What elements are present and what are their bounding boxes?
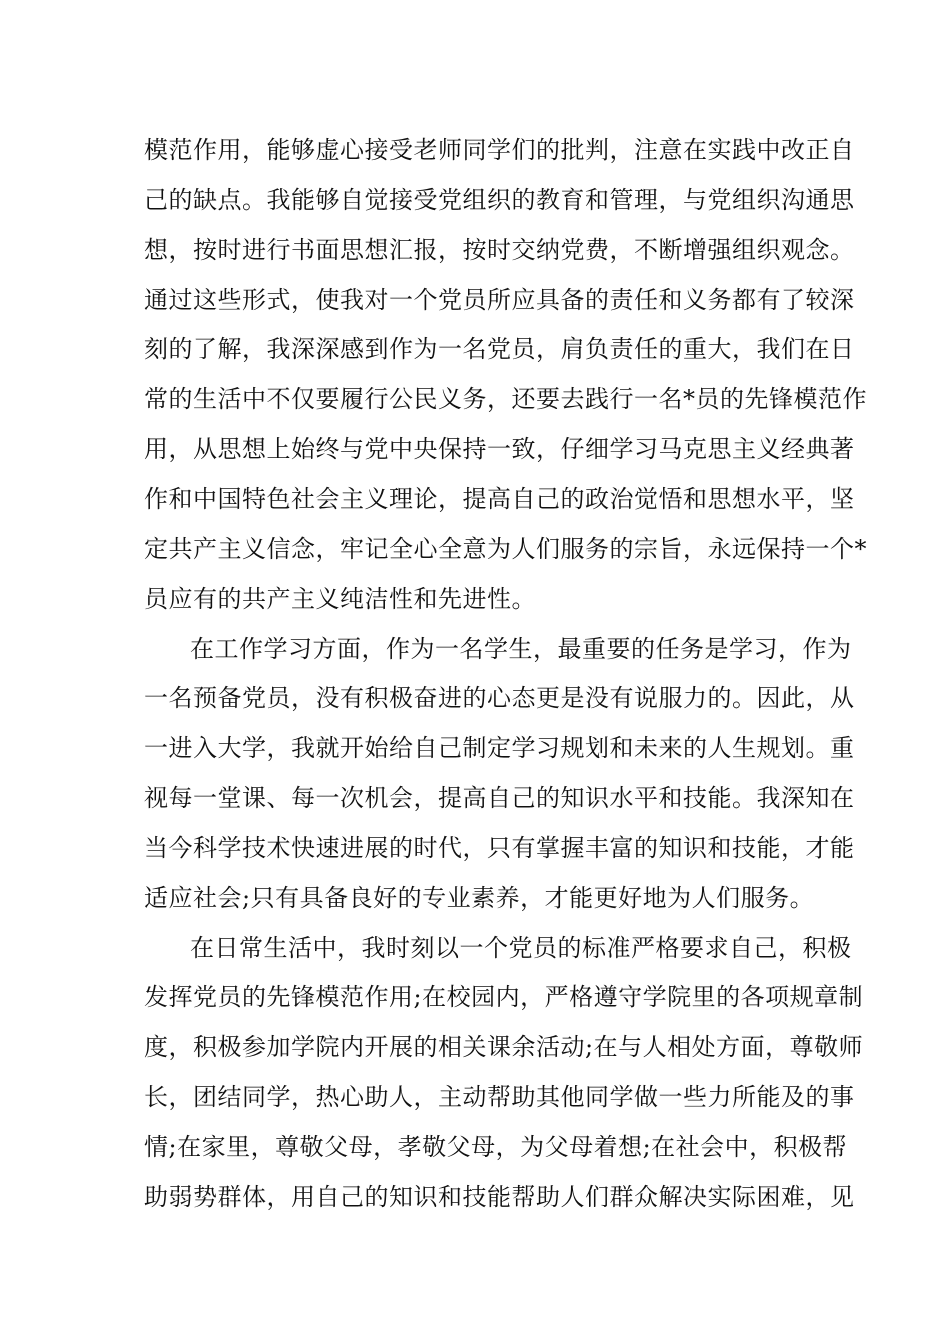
text-line: 视每一堂课、每一次机会，提高自己的知识水平和技能。我深知在	[144, 784, 855, 812]
text-line: 长，团结同学，热心助人，主动帮助其他同学做一些力所能及的事	[144, 1083, 855, 1111]
text-line: 发挥党员的先锋模范作用;在校园内，严格遵守学院里的各项规章制	[144, 983, 864, 1011]
text-line: 用，从思想上始终与党中央保持一致，仔细学习马克思主义经典著	[144, 435, 855, 463]
text-line: 定共产主义信念，牢记全心全意为人们服务的宗旨，永远保持一个*	[144, 535, 867, 563]
text-line: 一名预备党员，没有积极奋进的心态更是没有说服力的。因此，从	[144, 684, 855, 712]
text-line: 情;在家里，尊敬父母，孝敬父母，为父母着想;在社会中，积极帮	[144, 1133, 848, 1161]
text-line: 适应社会;只有具备良好的专业素养，才能更好地为人们服务。	[144, 884, 815, 912]
text-line: 模范作用，能够虚心接受老师同学们的批判，注意在实践中改正自	[144, 136, 855, 164]
text-line: 通过这些形式，使我对一个党员所应具备的责任和义务都有了较深	[144, 286, 855, 314]
paragraph-first-line: 在日常生活中，我时刻以一个党员的标准严格要求自己，积极	[190, 934, 852, 962]
text-line: 想，按时进行书面思想汇报，按时交纳党费，不断增强组织观念。	[144, 236, 855, 264]
text-line: 度，积极参加学院内开展的相关课余活动;在与人相处方面，尊敬师	[144, 1033, 864, 1061]
text-line: 作和中国特色社会主义理论，提高自己的政治觉悟和思想水平，坚	[144, 485, 855, 513]
paragraph-first-line: 在工作学习方面，作为一名学生，最重要的任务是学习，作为	[190, 635, 852, 663]
text-line: 刻的了解，我深深感到作为一名党员，肩负责任的重大，我们在日	[144, 335, 855, 363]
text-line: 助弱势群体，用自己的知识和技能帮助人们群众解决实际困难，见	[144, 1183, 855, 1211]
text-line: 一进入大学，我就开始给自己制定学习规划和未来的人生规划。重	[144, 734, 855, 762]
text-line: 常的生活中不仅要履行公民义务，还要去践行一名*员的先锋模范作	[144, 385, 867, 413]
text-line: 当今科学技术快速进展的时代，只有掌握丰富的知识和技能，才能	[144, 834, 855, 862]
text-line: 员应有的共产主义纯洁性和先进性。	[144, 585, 536, 613]
text-line: 己的缺点。我能够自觉接受党组织的教育和管理，与党组织沟通思	[144, 186, 855, 214]
